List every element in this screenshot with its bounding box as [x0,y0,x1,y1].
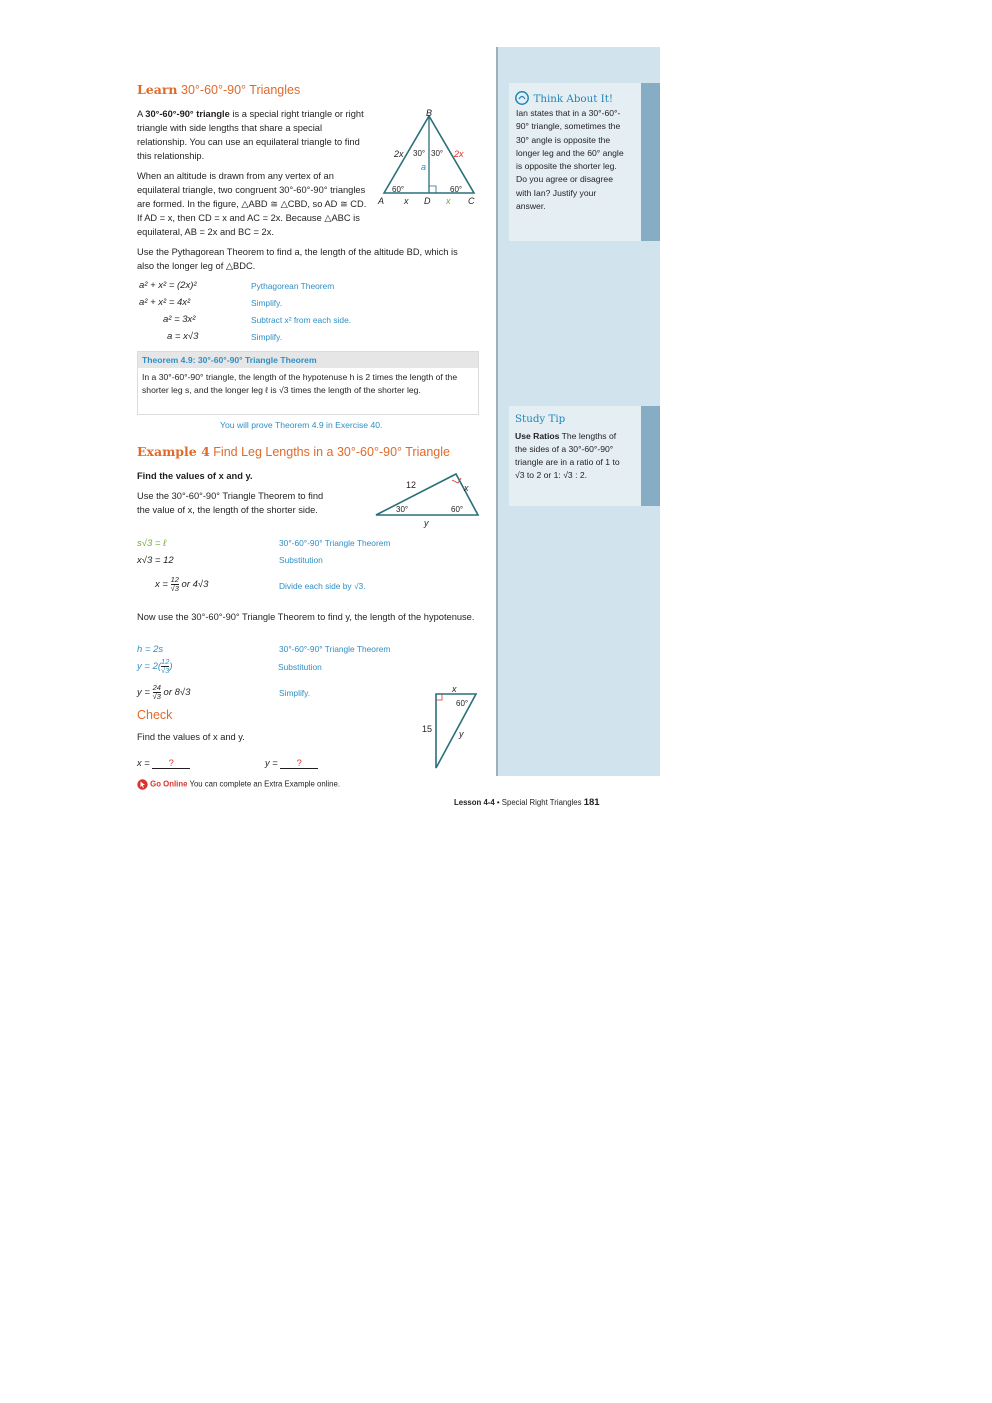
ex-step-6-expr [137,684,190,701]
check-triangle-figure [418,682,482,774]
right-angle-mark [436,694,442,700]
base-right-label: x [446,196,451,206]
study-tip-body: The lengths of the sides of a 30°-60°-90° triangle are in a ratio of 1 to √3 to 2 or 1: √3 : 2. [515,431,620,480]
example-triangle-figure [372,470,482,530]
think-about-it-title: Think About It! [533,93,614,105]
angle-60-label: 60° [456,699,469,708]
step-2-reason: Simplify. [251,298,283,308]
lightbulb-head-icon [515,91,529,105]
study-tip-text [515,430,629,482]
ex-step-2-reason: Substitution [279,555,323,565]
fraction-denominator: √3 [170,584,179,593]
angle-left: 60° [392,185,405,194]
theorem-text: In a 30°-60°-90° triangle, the length of the hypotenuse h is 2 times the length of the shorter leg s, and the longer leg ℓ is √3 times the length of the shorter leg. [142,372,458,395]
study-tip-box [509,406,641,506]
ex-step-1-reason: 30°-60°-90° Triangle Theorem [279,538,391,548]
learn-key-term: 30°-60°-90° triangle [145,109,230,119]
y-answer-blank[interactable]: ? [280,758,318,769]
step-1-expr: a² + x² = (2x)² [139,280,197,291]
check-x-answer [137,758,190,769]
ex-step-3-expr [155,576,208,593]
footer-title: Special Right Triangles [501,798,582,807]
ex-step-6-reason: Simplify. [279,688,311,698]
step-4-expr: a = x√3 [167,331,199,342]
learn-title: 30°-60°-90° Triangles [181,83,301,97]
think-about-it-text: Ian states that in a 30°-60°- 90° triangle, sometimes the 30° angle is opposite the longer leg and the 60° angle is opposite the shorter leg. Do you agree or disagree with Ian? Justify your answer. [516,108,624,212]
ex-step-5-lead: y = 2( [137,661,162,673]
leg-15-label: 15 [422,724,433,734]
footer-separator: • [494,798,502,807]
check-y-label: y = [265,758,281,768]
step-2-expr: a² + x² = 4x² [139,297,191,308]
study-tip-tab [641,406,660,506]
example-heading [137,444,450,459]
check-x-label: x = [137,758,153,768]
step-3-reason: Subtract x² from each side. [251,315,352,325]
angle-top-left: 30° [413,149,426,158]
ex-step-3-tail: or 4√3 [178,579,209,591]
theorem-heading: Theorem 4.9: 30°-60°-90° Triangle Theorem [138,352,478,368]
leg-12-label: 12 [406,480,417,490]
fraction-numerator: 12 [170,575,179,584]
fraction-denominator: √3 [161,666,170,675]
example-intro: Use the 30°-60°-90° Triangle Theorem to find the value of x, the length of the shorter side. [137,491,324,515]
margin-divider [496,47,498,776]
ex-step-4-expr: h = 2s [137,644,164,655]
example-prompt: Find the values of x and y. [137,471,253,481]
x-answer-blank[interactable]: ? [152,758,190,769]
fraction [171,576,179,593]
theorem-box [137,351,479,415]
fraction-denominator: √3 [152,692,161,701]
side-ab-label: 2x [394,149,404,159]
study-tip-heading: Use Ratios [515,431,560,441]
think-about-it-tab [641,83,660,241]
leg-x-label: x [452,684,457,694]
learn-p1-rest: is a special right triangle or right triangle with side lengths that share a special relationship. You can use an equilateral triangle to find this relationship. [137,109,364,161]
think-about-it-box [509,83,641,241]
fraction-numerator: 12 [161,657,170,666]
step-1-reason: Pythagorean Theorem [251,281,335,291]
learn-paragraph-1 [137,107,373,163]
example-mid-text: Now use the 30°-60°-90° Triangle Theorem to find y, the length of the hypotenuse. [137,612,475,622]
page-footer [454,797,600,808]
ex-step-2-expr: x√3 = 12 [137,555,174,566]
page-number: 181 [583,797,600,808]
ex-step-6-tail: or 8√3 [160,687,191,699]
fraction [153,684,161,701]
label-b: B [426,108,433,118]
ex-step-3-reason: Divide each side by √3. [279,581,366,591]
right-angle-mark [429,186,436,193]
label-d: D [424,196,431,206]
angle-top-right: 30° [431,149,444,158]
base-left-label: x [404,196,409,206]
ex-step-3-lead: x = [155,579,171,591]
angle-right: 60° [450,185,463,194]
ex-step-5-tail: ) [169,661,173,673]
go-online-link[interactable] [137,779,340,790]
label-a: A [378,196,385,206]
label-c: C [468,196,475,206]
example-title: Find Leg Lengths in a 30°-60°-90° Triangle [213,445,450,459]
prove-note: You will prove Theorem 4.9 in Exercise 40. [220,420,383,430]
angle-30-label: 30° [396,505,409,514]
altitude-label: a [421,162,427,172]
learn-label: Learn [137,82,178,97]
think-about-it-header [515,89,613,107]
check-y-answer [265,758,318,769]
hyp-y-label: y [459,729,464,739]
study-tip-title: Study Tip [515,413,566,425]
check-prompt: Find the values of x and y. [137,732,245,742]
learn-paragraph-2: When an altitude is drawn from any vertex of an equilateral triangle, two congruent 30°-60°-90° triangles are formed. In the figure, △ABD ≅ △CBD, so AD ≅ CD. If AD = x, then CD = x and AC = 2x. Because △ABC is equilateral, AB = 2x and BC = 2x. [137,171,367,237]
go-online-label: Go Online [150,779,188,789]
fraction-numerator: 24 [152,683,161,692]
learn-p1-lead: A [137,109,146,119]
step-3-expr: a² = 3x² [163,314,196,325]
learn-paragraph-3: Use the Pythagorean Theorem to find a, the length of the altitude BD, which is also the longer leg of △BDC. [137,247,458,271]
ex-step-6-lead: y = [137,687,153,699]
ex-step-1-expr: s√3 = ℓ [137,538,167,549]
side-bc-label: 2x [454,149,464,159]
angle-60-label: 60° [451,505,464,514]
cursor-icon [137,779,148,790]
learn-heading [137,82,300,97]
leg-x-label: x [464,483,469,493]
equilateral-triangle-figure [374,104,484,210]
go-online-text: You can complete an Extra Example online. [187,779,341,789]
hyp-y-label: y [424,518,429,528]
footer-lesson: Lesson 4-4 [454,798,495,807]
ex-step-5-reason: Substitution [278,662,322,672]
example-label: Example 4 [137,444,210,459]
ex-step-4-reason: 30°-60°-90° Triangle Theorem [279,644,391,654]
step-4-reason: Simplify. [251,332,283,342]
ex-step-5-expr [137,658,173,675]
check-heading: Check [137,708,173,722]
